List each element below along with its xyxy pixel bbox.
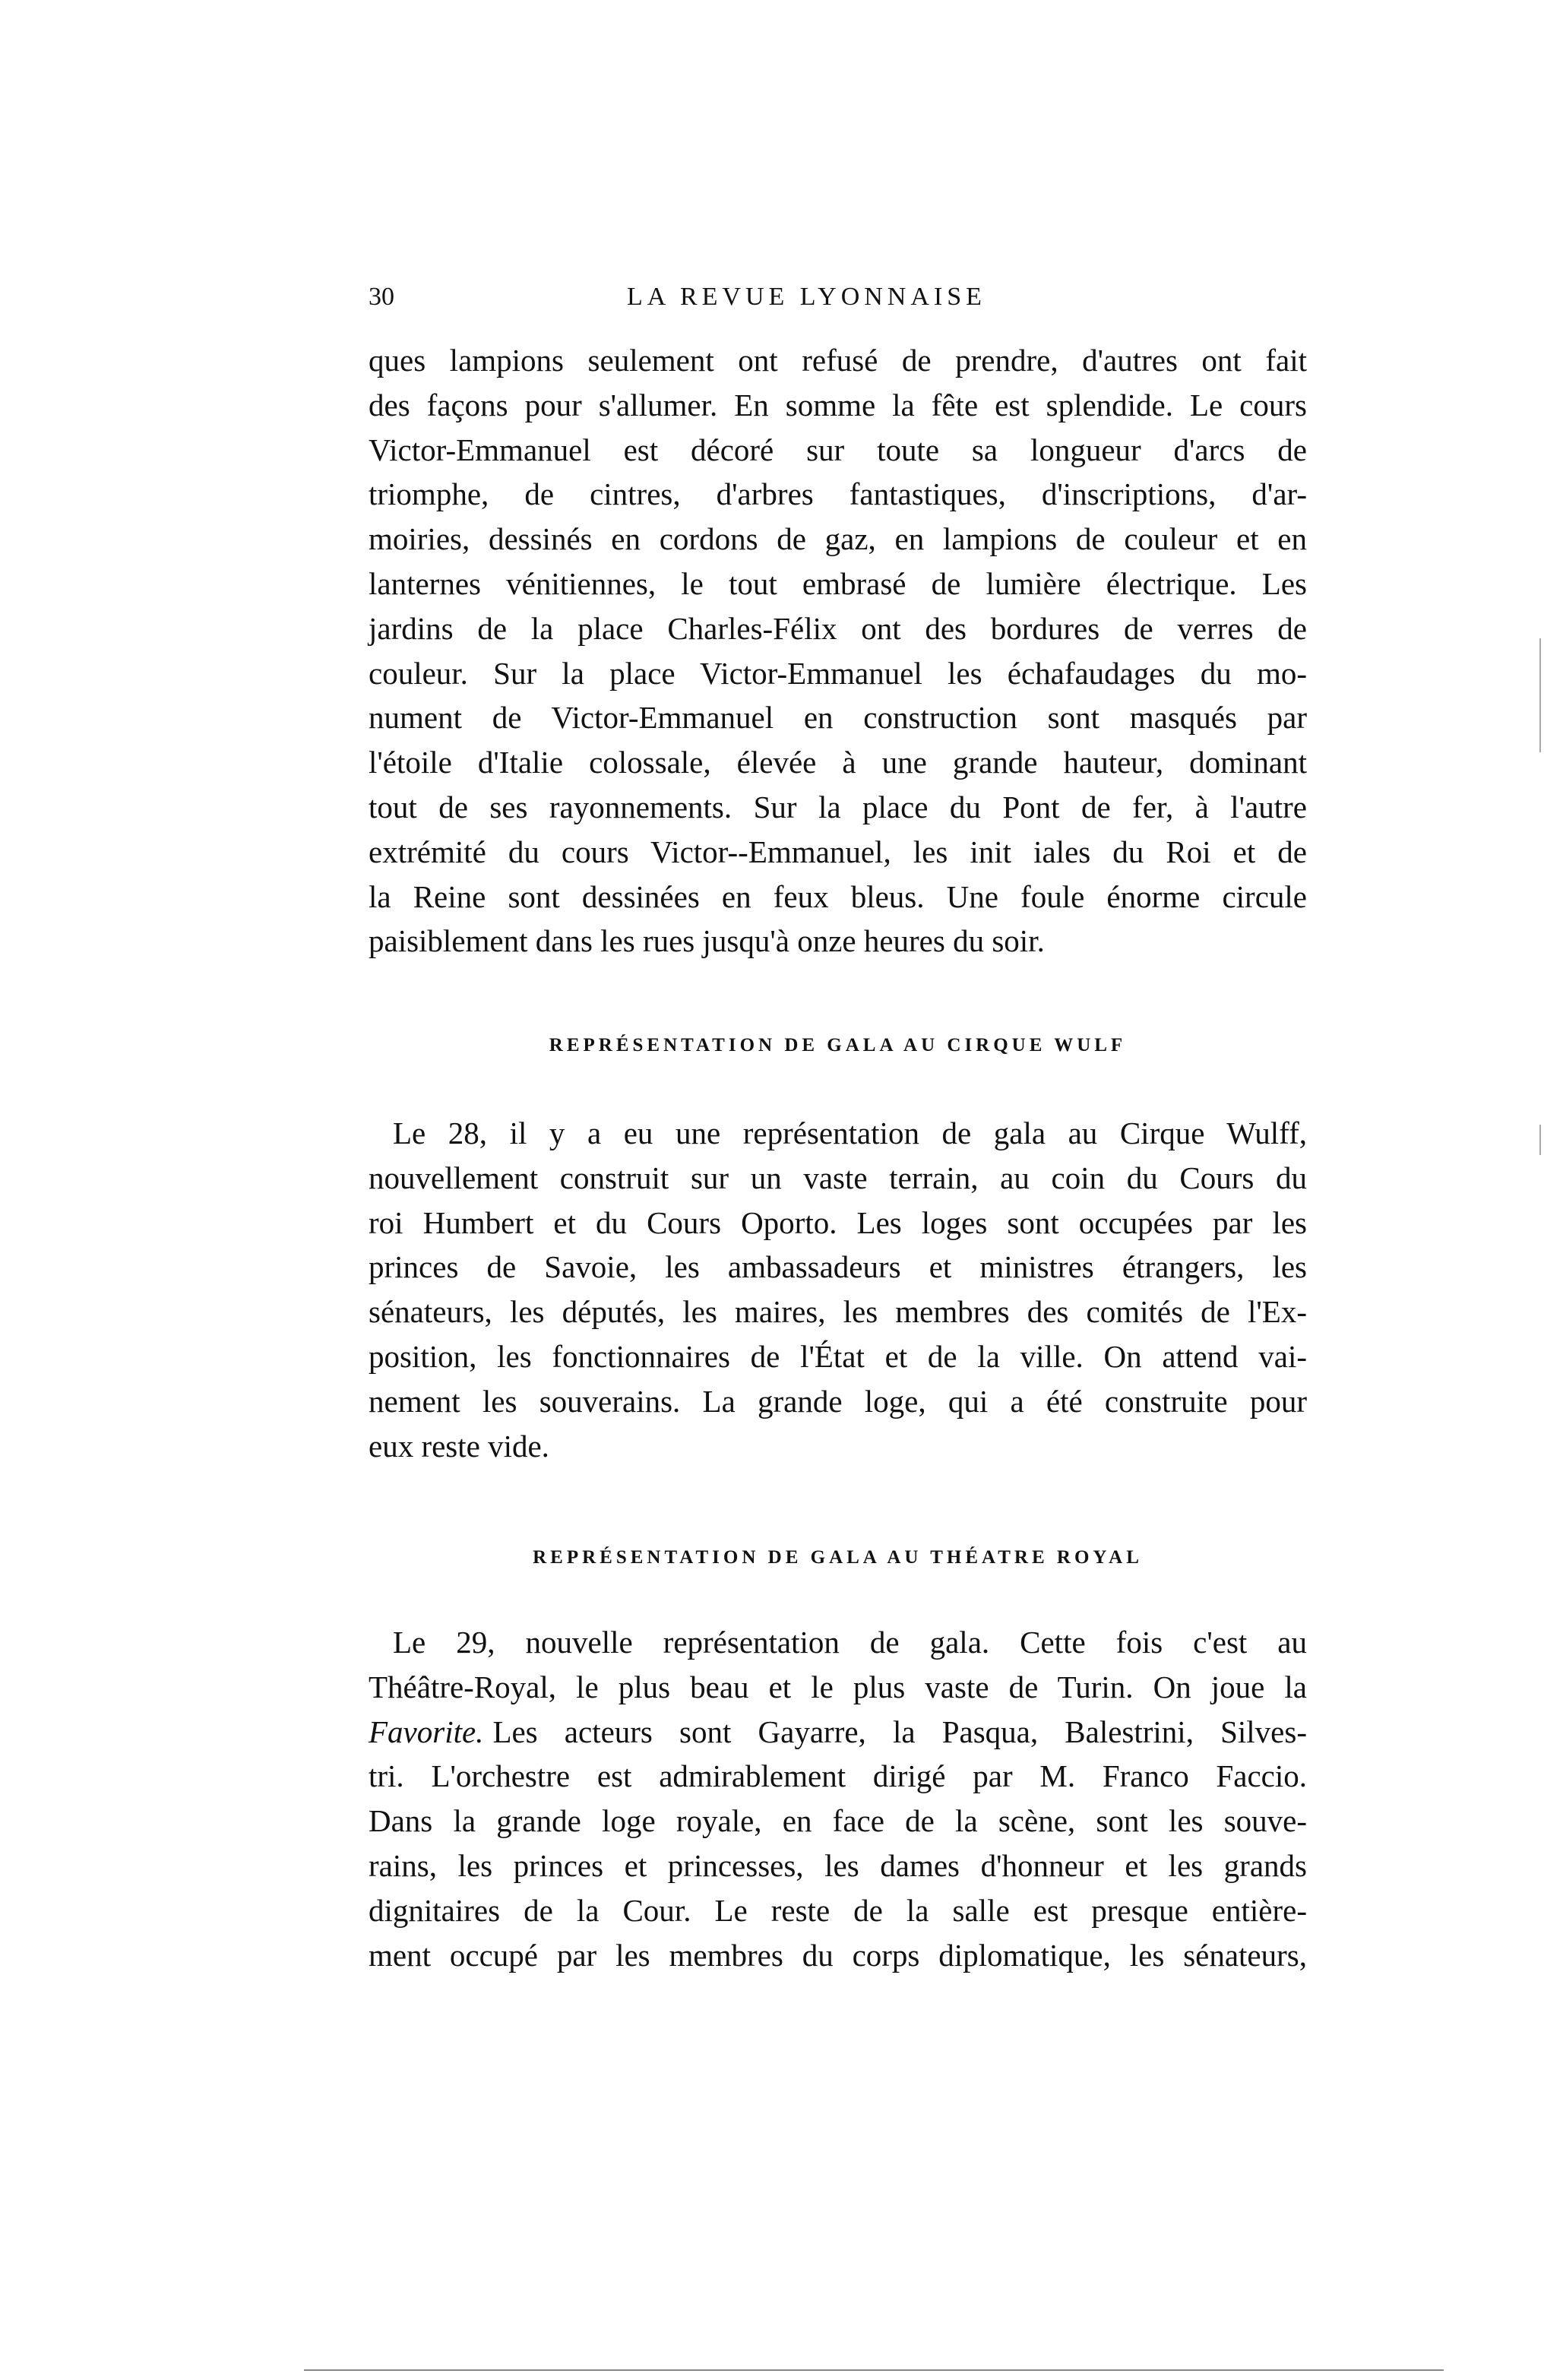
running-header	[369, 283, 1307, 321]
text-line	[369, 1710, 1307, 1755]
journal-title: LA REVUE LYONNAISE	[627, 283, 986, 311]
text-line-rest: Les acteurs sont Gayarre, la Pasqua, Balestrini, Silves-	[492, 1714, 1307, 1749]
paragraph-theatre	[369, 1620, 1307, 1977]
text-line: nement les souverains. La grande loge, qui a été construite pour	[369, 1383, 1307, 1419]
text-line: tout de ses rayonnements. Sur la place du Pont de fer, à l'autre	[369, 789, 1307, 824]
text-line: ques lampions seulement ont refusé de prendre, d'autres ont fait	[369, 343, 1307, 378]
text-line: des façons pour s'allumer. En somme la fête est splendide. Le cours	[369, 387, 1307, 423]
text-line: extrémité du cours Victor--Emmanuel, les init iales du Roi et de	[369, 834, 1307, 869]
text-line: dignitaires de la Cour. Le reste de la salle est presque entière-	[369, 1892, 1307, 1928]
text-line: l'étoile d'Italie colossale, élevée à une grande hauteur, dominant	[369, 745, 1307, 780]
scan-edge-mark	[1539, 638, 1541, 752]
text-line: position, les fonctionnaires de l'État et de la ville. On attend vai-	[369, 1338, 1307, 1374]
paragraph-fete	[369, 338, 1307, 964]
page-bottom-rule	[304, 2369, 1444, 2371]
text-line: Dans la grande loge royale, en face de la scène, sont les souve-	[369, 1803, 1307, 1839]
text-line: Théâtre-Royal, le plus beau et le plus vaste de Turin. On joue la	[369, 1669, 1307, 1704]
section-heading-cirque: REPRÉSENTATION DE GALA AU CIRQUE WULF	[549, 1035, 1127, 1055]
text-line: Le 28, il y a eu une représentation de gala au Cirque Wulff,	[393, 1116, 1307, 1150]
text-line: lanternes vénitiennes, le tout embrasé de lumière électrique. Les	[369, 565, 1307, 601]
text-line: triomphe, de cintres, d'arbres fantastiques, d'inscriptions, d'ar-	[369, 476, 1307, 512]
section-heading-theatre: REPRÉSENTATION DE GALA AU THÉATRE ROYAL	[533, 1547, 1143, 1568]
text-line: tri. L'orchestre est admirablement dirigé par M. Franco Faccio.	[369, 1758, 1307, 1794]
text-line: Victor-Emmanuel est décoré sur toute sa longueur d'arcs de	[369, 432, 1307, 467]
page-number: 30	[369, 283, 394, 311]
scan-edge-mark	[1539, 1125, 1541, 1155]
text-line: la Reine sont dessinées en feux bleus. Une foule énorme circule	[369, 878, 1307, 914]
text-line: sénateurs, les députés, les maires, les membres des comités de l'Ex-	[369, 1294, 1307, 1330]
text-line: eux reste vide.	[369, 1428, 549, 1464]
opera-title: Favorite.	[369, 1714, 484, 1749]
text-line: ment occupé par les membres du corps diplomatique, les sénateurs,	[369, 1937, 1307, 1973]
text-line: nouvellement construit sur un vaste terrain, au coin du Cours du	[369, 1160, 1307, 1195]
text-line: moiries, dessinés en cordons de gaz, en lampions de couleur et en	[369, 521, 1307, 557]
paragraph-cirque	[369, 1111, 1307, 1468]
text-line: rains, les princes et princesses, les dames d'honneur et les grands	[369, 1847, 1307, 1883]
text-line: Le 29, nouvelle représentation de gala. Cette fois c'est au	[393, 1625, 1307, 1660]
text-line: roi Humbert et du Cours Oporto. Les loges sont occupées par les	[369, 1204, 1307, 1240]
text-line: nument de Victor-Emmanuel en construction sont masqués par	[369, 700, 1307, 736]
text-line: princes de Savoie, les ambassadeurs et ministres étrangers, les	[369, 1249, 1307, 1285]
text-line: paisiblement dans les rues jusqu'à onze heures du soir.	[369, 923, 1045, 959]
text-line: couleur. Sur la place Victor-Emmanuel les échafaudages du mo-	[369, 655, 1307, 691]
text-line: jardins de la place Charles-Félix ont des bordures de verres de	[369, 610, 1307, 646]
